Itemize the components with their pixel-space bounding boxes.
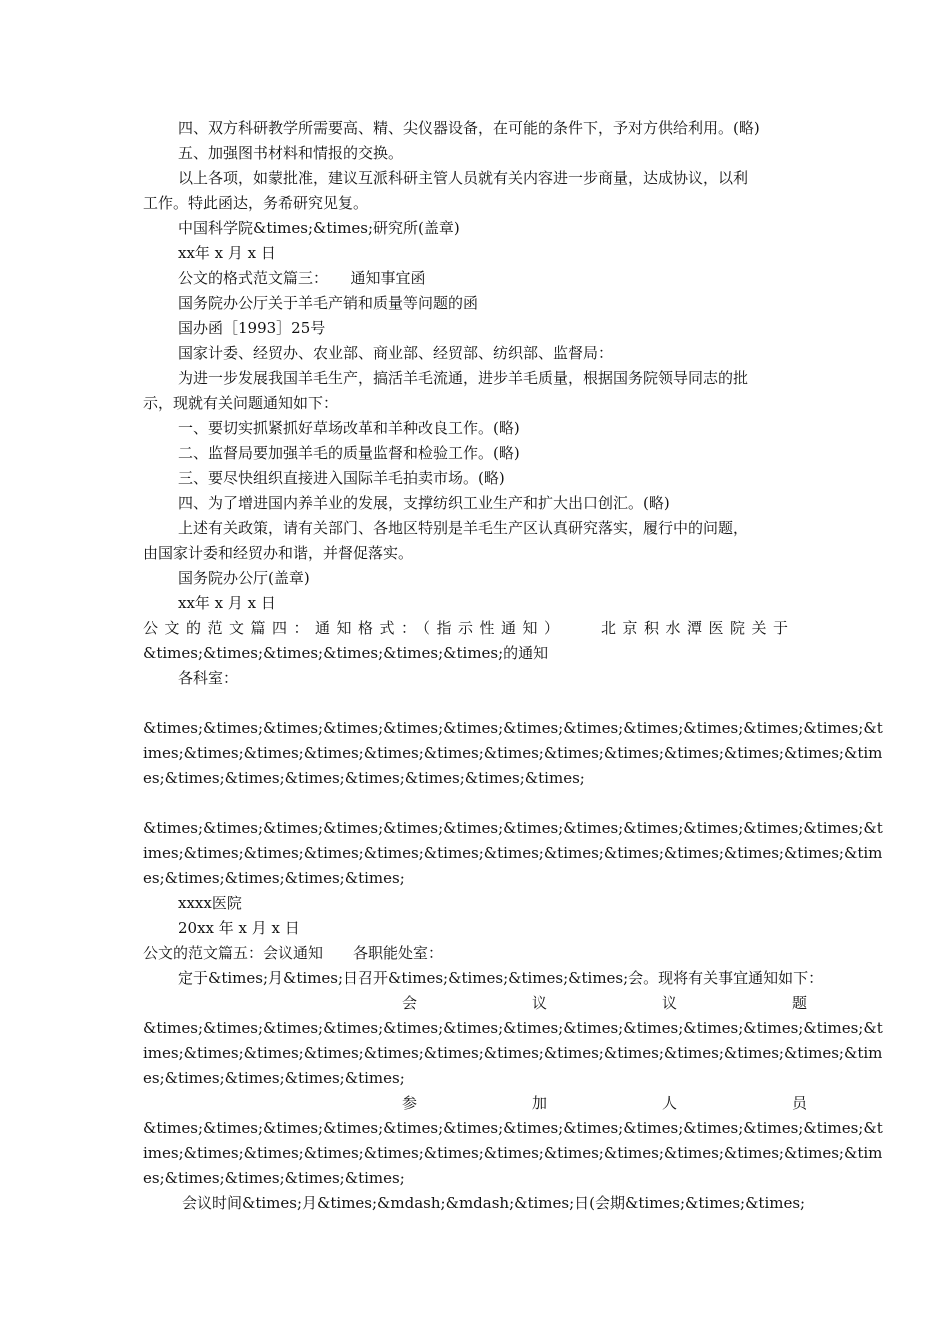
- date-line: 20xx 年 x 月 x 日: [178, 919, 300, 937]
- text-line: 四、双方科研教学所需要高、精、尖仪器设备，在可能的条件下，予对方供给利用。(略): [178, 119, 760, 137]
- recipients-line: 国家计委、经贸办、农业部、商业部、经贸部、纺织部、监督局：: [178, 344, 614, 362]
- text-line: 由国家计委和经贸办和谐，并督促落实。: [143, 544, 414, 562]
- letter-title: 国务院办公厅关于羊毛产销和质量等问题的函: [178, 294, 479, 312]
- date-line: xx年 x 月 x 日: [178, 244, 276, 262]
- text-line: 三、要尽快组织直接进入国际羊毛拍卖市场。(略): [178, 469, 505, 487]
- subheading-attendees: [402, 1091, 807, 1116]
- text-line: 示，现就有关问题通知如下：: [143, 394, 339, 412]
- subheading-char: 议: [531, 994, 547, 1012]
- subheading-char: 参: [402, 1094, 418, 1112]
- date-line: xx年 x 月 x 日: [178, 594, 276, 612]
- text-line: &times;&times;&times;&times;&times;&times;&times;&times;&times;&times;&times;&times;&t: [143, 719, 883, 737]
- text-line: 一、要切实抓紧抓好草场改革和羊种改良工作。(略): [178, 419, 520, 437]
- notice-title: &times;&times;&times;&times;&times;&times;的通知: [143, 644, 549, 662]
- subheading-meeting-topic: [402, 991, 807, 1016]
- text-line: &times;&times;&times;&times;&times;&times;&times;&times;&times;&times;&times;&times;&t: [143, 1119, 883, 1137]
- text-line: &times;&times;&times;&times;&times;&times;&times;&times;&times;&times;&times;&times;&t: [143, 819, 883, 837]
- signature-line: 国务院办公厅(盖章): [178, 569, 310, 587]
- text-line: 二、监督局要加强羊毛的质量监督和检验工作。(略): [178, 444, 520, 462]
- text-line: 四、为了增进国内养羊业的发展，支撑纺织工业生产和扩大出口创汇。(略): [178, 494, 670, 512]
- text-line: imes;&times;&times;&times;&times;&times;&times;&times;&times;&times;&times;&times;&tim: [143, 844, 883, 862]
- text-line: imes;&times;&times;&times;&times;&times;&times;&times;&times;&times;&times;&times;&tim: [143, 1144, 883, 1162]
- text-line: es;&times;&times;&times;&times;: [143, 869, 405, 887]
- subheading-char: 议: [661, 994, 677, 1012]
- text-line: 五、加强图书材料和情报的交换。: [178, 144, 404, 162]
- text-line: &times;&times;&times;&times;&times;&times;&times;&times;&times;&times;&times;&times;&t: [143, 1019, 883, 1037]
- document-number: 国办函［1993］25号: [178, 319, 326, 337]
- subheading-char: 人: [661, 1094, 677, 1112]
- section-heading: 公文的范文篇四：通知格式：（指示性通知） 北京积水潭医院关于: [143, 619, 795, 637]
- signature-line: 中国科学院&times;&times;研究所(盖章): [178, 219, 460, 237]
- text-line: imes;&times;&times;&times;&times;&times;&times;&times;&times;&times;&times;&times;&tim: [143, 1044, 883, 1062]
- text-line: 工作。特此函达，务希研究见复。: [143, 194, 369, 212]
- subheading-char: 会: [402, 994, 418, 1012]
- subheading-char: 题: [791, 994, 807, 1012]
- subheading-char: 员: [791, 1094, 807, 1112]
- recipients-line: 各科室：: [178, 669, 239, 687]
- text-line: 会议时间&times;月&times;&mdash;&mdash;&times;日(会期&times;&times;&times;: [182, 1194, 806, 1212]
- text-line: 上述有关政策，请有关部门、各地区特别是羊毛生产区认真研究落实，履行中的问题，: [178, 519, 749, 537]
- text-line: imes;&times;&times;&times;&times;&times;&times;&times;&times;&times;&times;&times;&tim: [143, 744, 883, 762]
- signature-line: xxxx医院: [178, 894, 242, 912]
- subheading-char: 加: [531, 1094, 547, 1112]
- text-line: 以上各项，如蒙批准，建议互派科研主管人员就有关内容进一步商量，达成协议，以利: [178, 169, 749, 187]
- text-line: es;&times;&times;&times;&times;&times;&times;&times;: [143, 769, 585, 787]
- section-heading: 公文的格式范文篇三： 通知事宜函: [178, 269, 426, 287]
- text-line: es;&times;&times;&times;&times;: [143, 1069, 405, 1087]
- text-line: 定于&times;月&times;日召开&times;&times;&times;&times;会。现将有关事宜通知如下：: [178, 969, 824, 987]
- text-line: es;&times;&times;&times;&times;: [143, 1169, 405, 1187]
- text-line: 为进一步发展我国羊毛生产，搞活羊毛流通，进步羊毛质量，根据国务院领导同志的批: [178, 369, 749, 387]
- section-heading: 公文的范文篇五：会议通知 各职能处室：: [143, 944, 444, 962]
